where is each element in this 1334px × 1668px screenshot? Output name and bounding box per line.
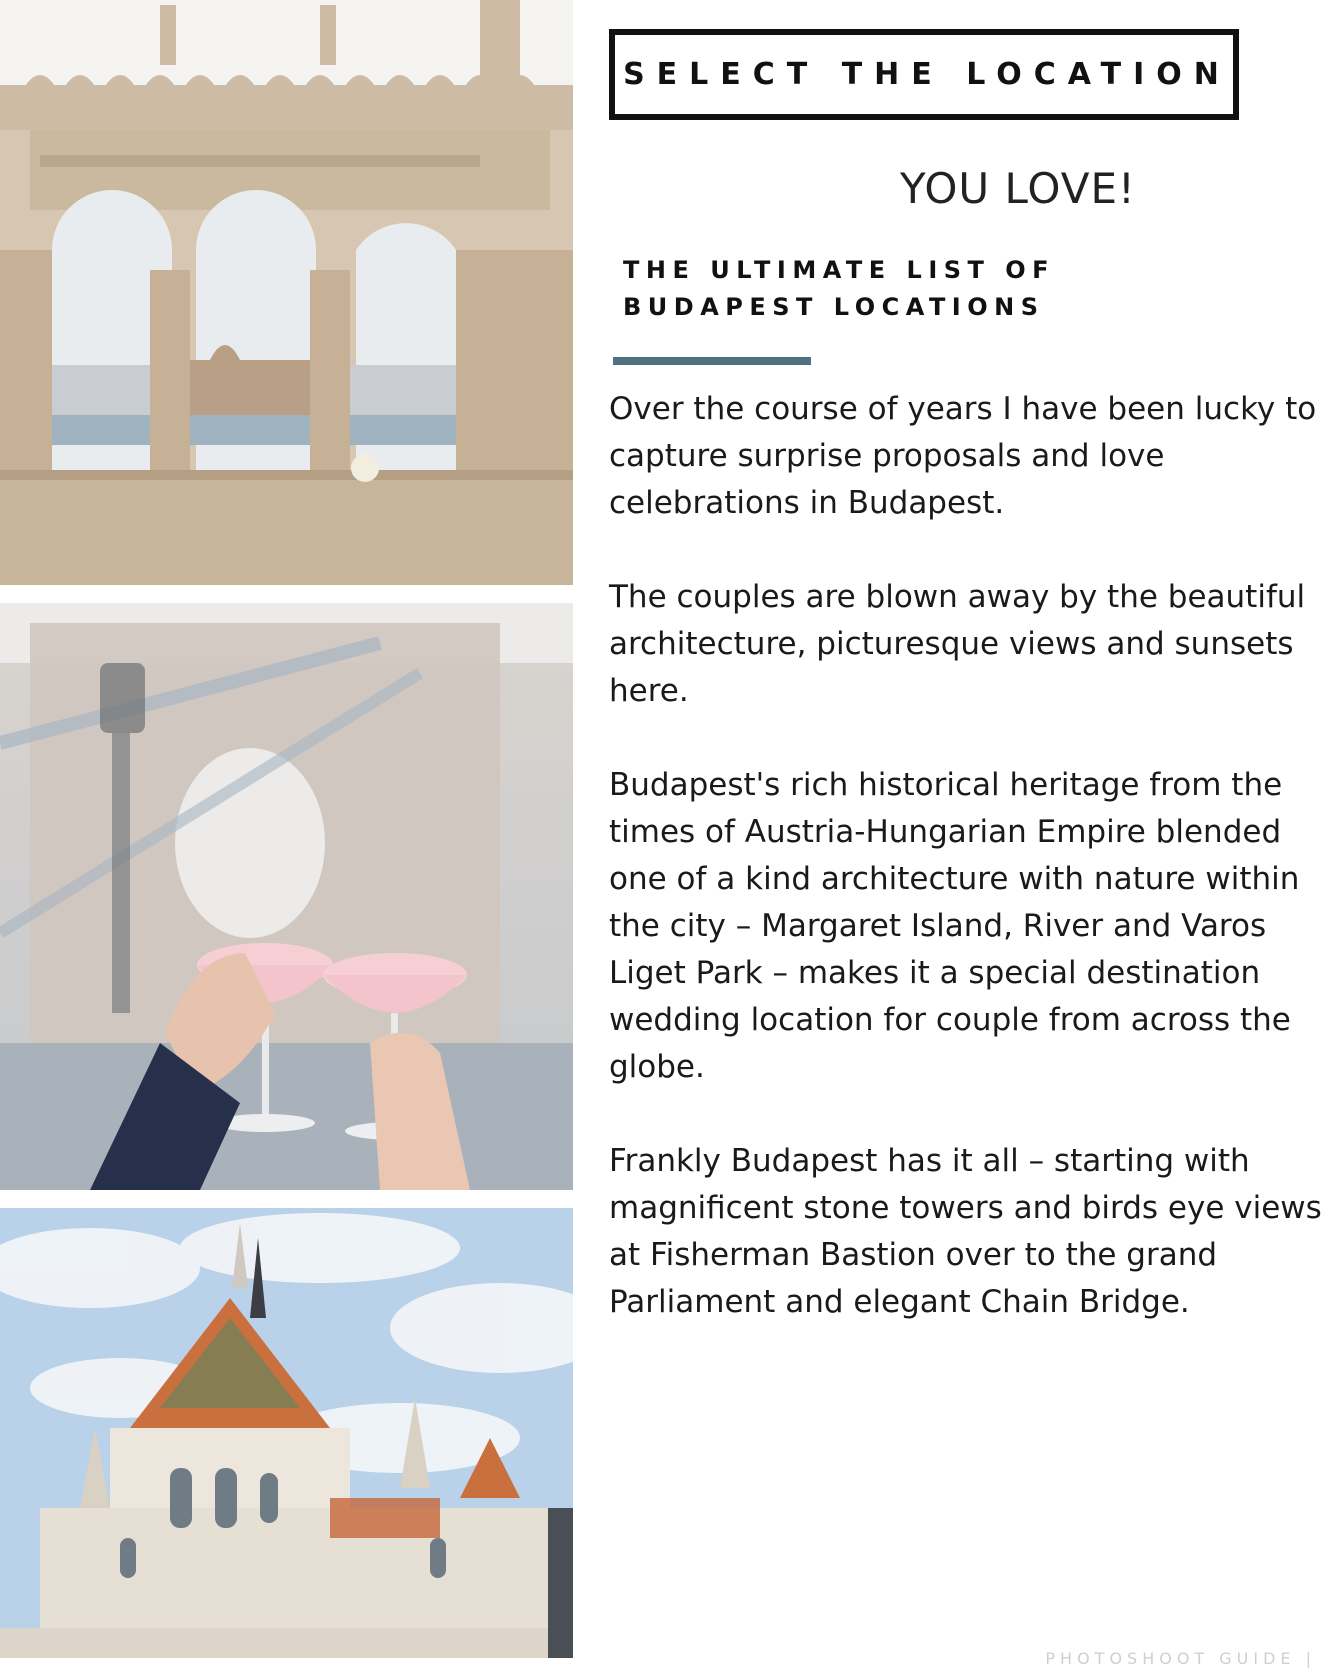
photo-fishermans-bastion (0, 0, 573, 585)
title-box (609, 29, 1239, 120)
page-title: SELECT THE LOCATION (623, 57, 1231, 92)
page-subtitle: YOU LOVE! (900, 164, 1136, 213)
accent-divider (613, 357, 811, 365)
body-copy (609, 386, 1324, 1373)
paragraph-3: Budapest's rich historical heritage from the times of Austria-Hungarian Empire blended one of a kind architecture with nature within the city – Margaret Island, River and Varos Liget Park – makes it a special destination wedding location for couple from across the globe. (609, 767, 1300, 1085)
paragraph-1: Over the course of years I have been lucky to capture surprise proposals and love celebrations in Budapest. (609, 391, 1317, 521)
photo-champagne-toast (0, 603, 573, 1190)
section-kicker (623, 252, 1055, 326)
paragraph-2: The couples are blown away by the beautiful architecture, picturesque views and sunsets here. (609, 579, 1306, 709)
photo-matthias-church (0, 1208, 573, 1658)
footer-mark: PHOTOSHOOT GUIDE | (1045, 1649, 1316, 1668)
kicker-line-1: THE ULTIMATE LIST OF (623, 256, 1056, 284)
paragraph-4: Frankly Budapest has it all – starting with magnificent stone towers and birds eye views at Fisherman Bastion over to the grand Parliament and elegant Chain Bridge. (609, 1143, 1322, 1320)
kicker-line-2: BUDAPEST LOCATIONS (623, 293, 1045, 321)
